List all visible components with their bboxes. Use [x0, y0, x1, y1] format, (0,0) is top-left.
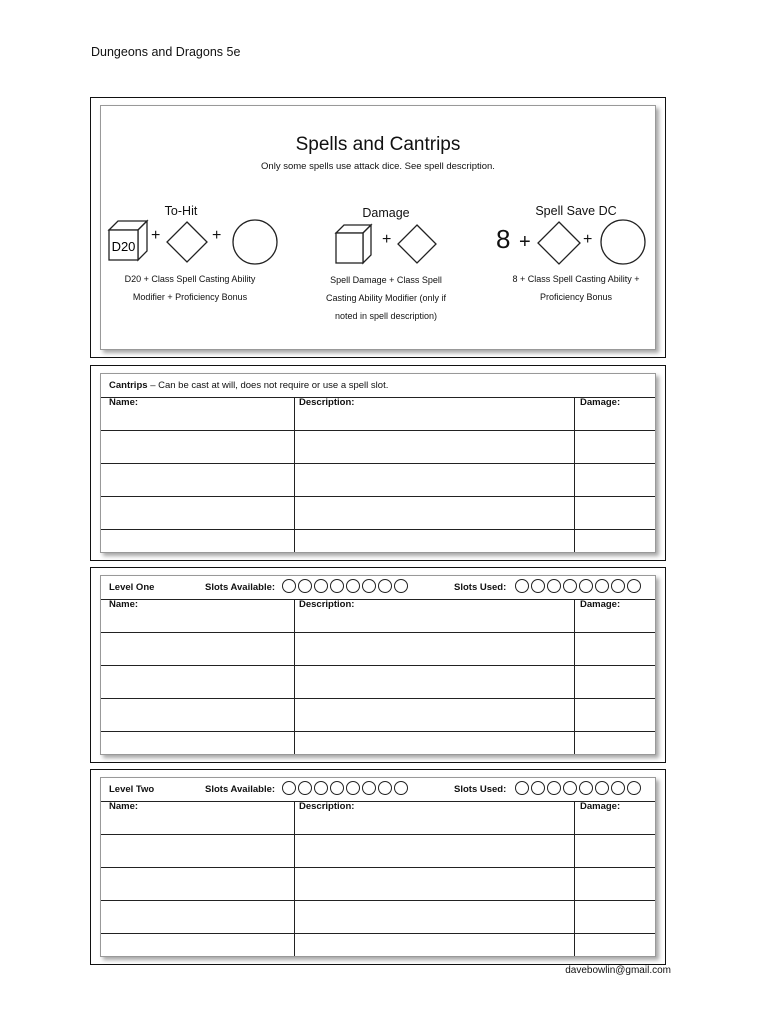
column-header-description: Description: — [299, 397, 355, 408]
slot-checkbox[interactable] — [627, 579, 641, 593]
damage-die-icon — [334, 222, 374, 266]
column-header-damage: Damage: — [580, 801, 621, 812]
level-one-table — [100, 575, 656, 755]
d20-die-icon — [107, 218, 153, 262]
slot-checkbox[interactable] — [515, 781, 529, 795]
slot-checkbox[interactable] — [563, 579, 577, 593]
slots-used-label: Slots Used: — [454, 582, 507, 593]
plus-sign: + — [519, 231, 531, 253]
spells-intro-panel — [90, 97, 666, 358]
plus-sign: + — [212, 227, 222, 244]
level-one-panel — [90, 567, 666, 763]
slot-checkbox[interactable] — [547, 781, 561, 795]
diamond-icon — [396, 223, 438, 265]
table-row[interactable] — [101, 665, 655, 699]
slot-checkbox[interactable] — [362, 781, 376, 795]
slot-checkbox[interactable] — [314, 579, 328, 593]
intro-title: Spells and Cantrips — [295, 134, 461, 155]
slot-checkbox[interactable] — [611, 781, 625, 795]
slots-used-label: Slots Used: — [454, 784, 507, 795]
table-row[interactable] — [101, 698, 655, 732]
column-header-damage: Damage: — [580, 599, 621, 610]
slot-checkbox[interactable] — [378, 579, 392, 593]
slot-checkbox[interactable] — [515, 579, 529, 593]
slot-checkbox[interactable] — [314, 781, 328, 795]
slots-used-circles — [515, 781, 641, 795]
slot-checkbox[interactable] — [282, 781, 296, 795]
circle-icon — [230, 217, 280, 267]
column-header-name: Name: — [109, 599, 139, 610]
slot-checkbox[interactable] — [298, 781, 312, 795]
d20-label: D20 — [111, 239, 136, 254]
column-header-description: Description: — [299, 801, 355, 812]
table-row[interactable] — [101, 599, 655, 633]
table-row[interactable] — [101, 834, 655, 868]
table-row[interactable] — [101, 867, 655, 901]
plus-sign: + — [382, 231, 392, 248]
table-row[interactable] — [101, 632, 655, 666]
level-one-title: Level One — [109, 582, 155, 593]
slot-checkbox[interactable] — [563, 781, 577, 795]
slot-checkbox[interactable] — [346, 579, 360, 593]
cantrips-note: – Can be cast at will, does not require or use a spell slot. — [150, 380, 389, 391]
diamond-icon — [165, 220, 209, 264]
cantrips-header — [101, 374, 655, 398]
document-title: Dungeons and Dragons 5e — [91, 45, 241, 59]
table-row[interactable] — [101, 430, 655, 464]
diamond-icon — [536, 220, 582, 266]
slot-checkbox[interactable] — [330, 781, 344, 795]
intro-card — [100, 105, 656, 350]
table-row[interactable] — [101, 496, 655, 530]
level-two-header — [101, 778, 655, 802]
slot-checkbox[interactable] — [579, 579, 593, 593]
intro-subtitle: Only some spells use attack dice. See spell description. — [261, 161, 495, 172]
author-email: davebowlin@gmail.com — [565, 965, 671, 976]
table-row[interactable] — [101, 463, 655, 497]
slot-checkbox[interactable] — [362, 579, 376, 593]
slot-checkbox[interactable] — [531, 781, 545, 795]
slots-available-label: Slots Available: — [205, 784, 276, 795]
slot-checkbox[interactable] — [627, 781, 641, 795]
circle-icon — [598, 217, 648, 267]
to-hit-description: D20 + Class Spell Casting Ability Modifier + Proficiency Bonus — [124, 274, 256, 302]
plus-sign: + — [583, 231, 593, 248]
slots-available-circles — [282, 579, 408, 593]
slots-used-circles — [515, 579, 641, 593]
slot-checkbox[interactable] — [330, 579, 344, 593]
slot-checkbox[interactable] — [531, 579, 545, 593]
slot-checkbox[interactable] — [611, 579, 625, 593]
to-hit-heading: To-Hit — [164, 204, 198, 218]
cantrips-table — [100, 373, 656, 553]
slot-checkbox[interactable] — [394, 579, 408, 593]
slot-checkbox[interactable] — [547, 579, 561, 593]
table-row[interactable] — [101, 801, 655, 835]
spell-save-dc-heading: Spell Save DC — [535, 204, 617, 218]
slot-checkbox[interactable] — [579, 781, 593, 795]
cantrips-title: Cantrips — [109, 380, 148, 391]
level-two-title: Level Two — [109, 784, 155, 795]
slot-checkbox[interactable] — [346, 781, 360, 795]
column-header-name: Name: — [109, 801, 139, 812]
slot-checkbox[interactable] — [595, 579, 609, 593]
slot-checkbox[interactable] — [378, 781, 392, 795]
column-header-name: Name: — [109, 397, 139, 408]
damage-description: Spell Damage + Class Spell Casting Ability Modifier (only if noted in spell description) — [325, 275, 447, 321]
slots-available-circles — [282, 781, 408, 795]
slot-checkbox[interactable] — [595, 781, 609, 795]
level-two-table — [100, 777, 656, 957]
damage-heading: Damage — [362, 206, 410, 220]
column-header-damage: Damage: — [580, 397, 621, 408]
slot-checkbox[interactable] — [298, 579, 312, 593]
table-row[interactable] — [101, 397, 655, 431]
save-dc-base-number: 8 — [496, 224, 511, 254]
slot-checkbox[interactable] — [394, 781, 408, 795]
column-header-description: Description: — [299, 599, 355, 610]
table-row[interactable] — [101, 900, 655, 934]
level-two-panel — [90, 769, 666, 965]
level-one-header — [101, 576, 655, 600]
save-dc-description: 8 + Class Spell Casting Ability + Proficiency Bonus — [512, 274, 640, 302]
slot-checkbox[interactable] — [282, 579, 296, 593]
cantrips-panel — [90, 365, 666, 561]
slots-available-label: Slots Available: — [205, 582, 276, 593]
plus-sign: + — [151, 227, 161, 244]
